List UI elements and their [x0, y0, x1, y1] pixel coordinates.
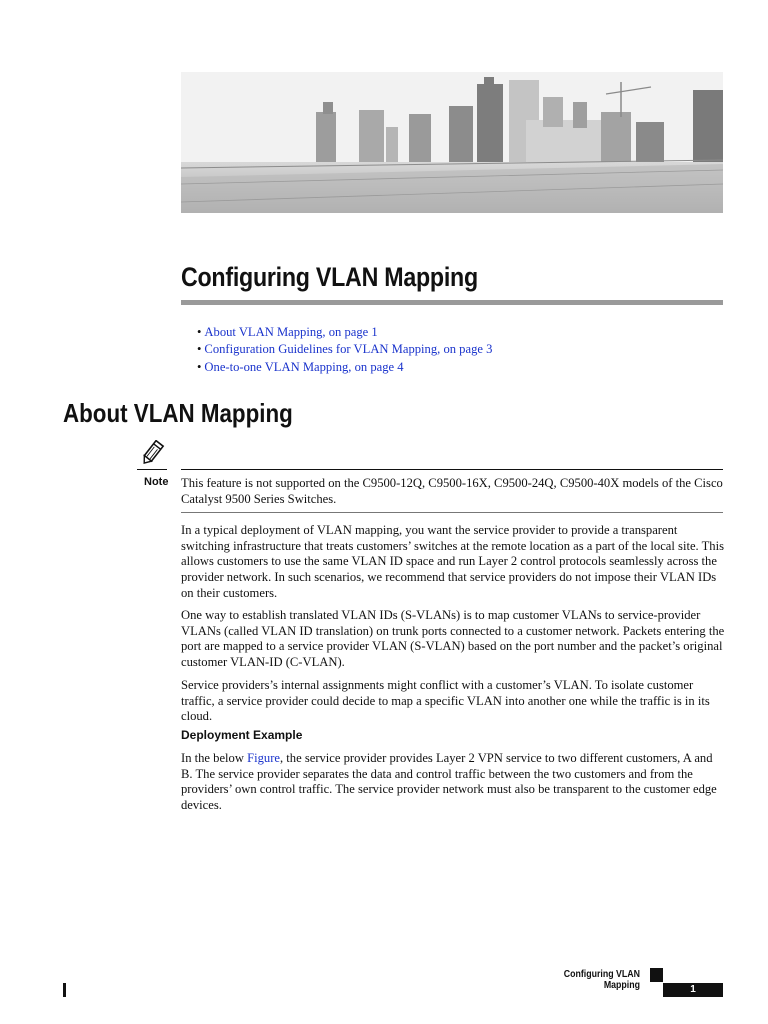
figure-link[interactable]: Figure [247, 751, 280, 765]
chapter-title: Configuring VLAN Mapping [181, 262, 478, 292]
note-label: Note [144, 476, 169, 488]
toc-bullet: • [197, 359, 202, 374]
deployment-text-after: , the service provider provides Layer 2 VPN service to two different customers, A and B. The service provider separates the data and control traffic between the two customers and from the providers’ own control traffic. The service provider network must also be transparent to the customer edge devices. [181, 751, 717, 813]
subheading-deployment-example: Deployment Example [181, 728, 303, 742]
header-banner-image [181, 72, 723, 213]
toc-link-about-vlan-mapping[interactable]: About VLAN Mapping, on page 1 [204, 325, 378, 339]
body-paragraph: In a typical deployment of VLAN mapping, you want the service provider to provide a transparent switching infrastructure that treats customers’ switches at the remote location as a part of the local site. This allows customers to use the same VLAN ID space and run Layer 2 control protocols seamlessly across the provider network. In such scenarios, we recommend that service providers do not impose their VLAN IDs on their customers. [181, 523, 724, 600]
toc-bullet: • [197, 342, 202, 357]
body-paragraph: One way to establish translated VLAN IDs (S-VLANs) is to map customer VLANs to service-provider VLANs (called VLAN ID translation) on trunk ports connected to a customer network. Packets entering the port are mapped to a service provider VLAN (S-VLAN) based on the port number and the packet’s original customer VLAN-ID (C-VLAN). [181, 608, 725, 670]
note-bottom-rule [181, 512, 723, 513]
deployment-text-before: In the below [181, 751, 248, 765]
footer-chapter-title: Configuring VLAN Mapping [563, 969, 640, 991]
pencil-note-icon [139, 440, 169, 466]
body-paragraph: Service providers’s internal assignments might conflict with a customer’s VLAN. To isolate customer traffic, a service provider could decide to map a specific VLAN into another one while the traffic is in its cloud. [181, 678, 710, 724]
toc-item [197, 341, 492, 358]
deployment-paragraph [181, 751, 726, 814]
toc-link-configuration-guidelines[interactable]: Configuration Guidelines for VLAN Mapping, on page 3 [204, 342, 493, 357]
section-title: About VLAN Mapping [63, 398, 293, 428]
toc-item [197, 359, 492, 376]
chapter-toc-list [197, 324, 492, 376]
note-text: This feature is not supported on the C9500-12Q, C9500-16X, C9500-24Q, C9500-40X models of the Cisco Catalyst 9500 Series Switches. [181, 476, 723, 506]
toc-bullet: • [197, 325, 202, 339]
footer-marker-block [650, 968, 663, 982]
note-top-rule [181, 469, 723, 470]
footer-page-number: 1 [663, 983, 723, 997]
title-underline-rule [181, 300, 723, 305]
footer-left-mark [63, 983, 66, 997]
toc-item [197, 324, 492, 341]
note-icon-rule [137, 469, 167, 470]
city-skyline-illustration [181, 72, 723, 213]
toc-link-one-to-one-vlan-mapping[interactable]: One-to-one VLAN Mapping, on page 4 [204, 359, 404, 374]
